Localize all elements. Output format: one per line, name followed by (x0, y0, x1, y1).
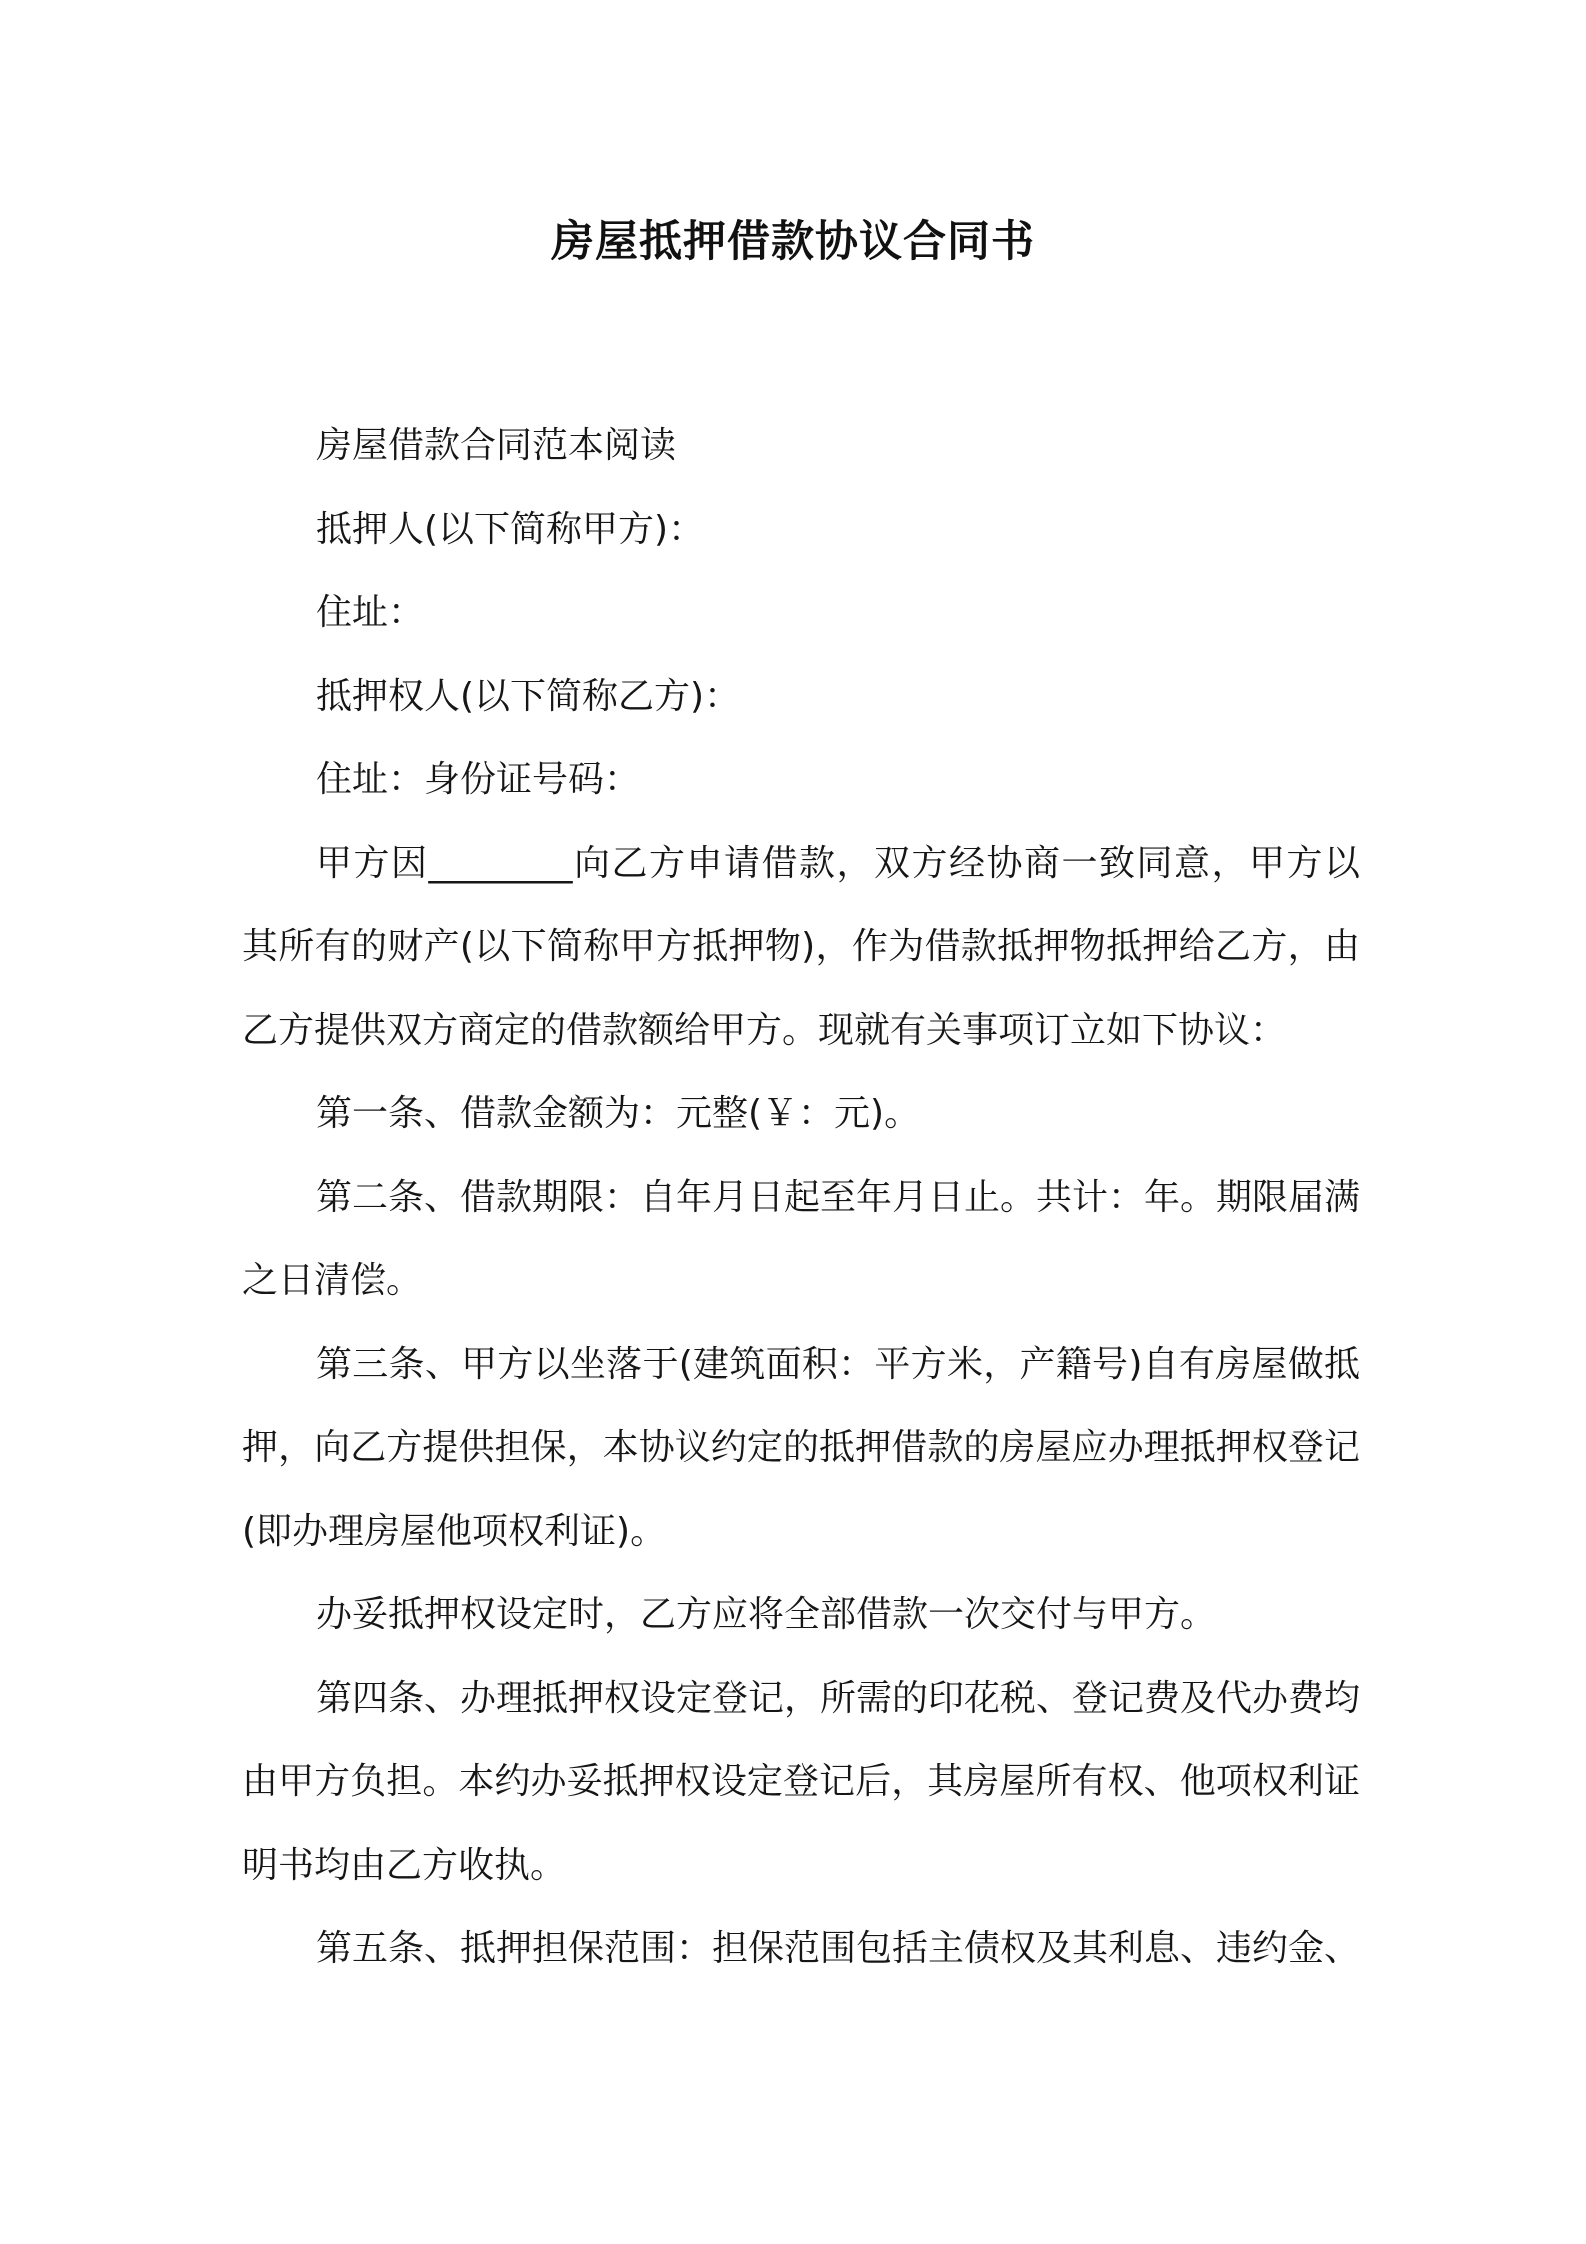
mortgagee-address-id-line: 住址：身份证号码： (316, 759, 641, 800)
intro-line: 房屋借款合同范本阅读 (316, 425, 677, 466)
preamble-rest: 向乙方申请借款，双方经协商一致同意，甲方以其所有的财产(以下简称甲方抵押物)，作为借款抵押物抵押给乙方，由乙方提供双方商定的借款额给甲方。现就有关事项订立如下协议： (242, 842, 1360, 1051)
mortgagor-address-line: 住址： (316, 592, 425, 633)
preamble-blank: ________ (428, 842, 573, 884)
document-title: 房屋抵押借款协议合同书 (551, 217, 1035, 267)
article-3-note: 办妥抵押权设定时，乙方应将全部借款一次交付与甲方。 (316, 1594, 1217, 1635)
article-3: 第三条、甲方以坐落于(建筑面积：平方米，产籍号)自有房屋做抵押，向乙方提供担保，本协议约定的抵押借款的房屋应办理抵押权登记(即办理房屋他项权利证)。 (242, 1343, 1360, 1552)
article-2: 第二条、借款期限：自年月日起至年月日止。共计：年。期限届满之日清偿。 (242, 1176, 1361, 1301)
preamble-start: 甲方因 (316, 842, 429, 884)
mortgagee-line: 抵押权人(以下简称乙方)： (316, 675, 741, 717)
article-4: 第四条、办理抵押权设定登记，所需的印花税、登记费及代办费均由甲方负担。本约办妥抵押权设定登记后，其房屋所有权、他项权利证明书均由乙方收执。 (242, 1677, 1361, 1886)
article-1: 第一条、借款金额为：元整(￥：元)。 (316, 1093, 921, 1134)
mortgagor-line: 抵押人(以下简称甲方)： (316, 508, 705, 550)
preamble-paragraph (242, 822, 1360, 1073)
document-body (242, 404, 1360, 1991)
article-5: 第五条、抵押担保范围：担保范围包括主债权及其利息、违约金、 (316, 1928, 1361, 1969)
